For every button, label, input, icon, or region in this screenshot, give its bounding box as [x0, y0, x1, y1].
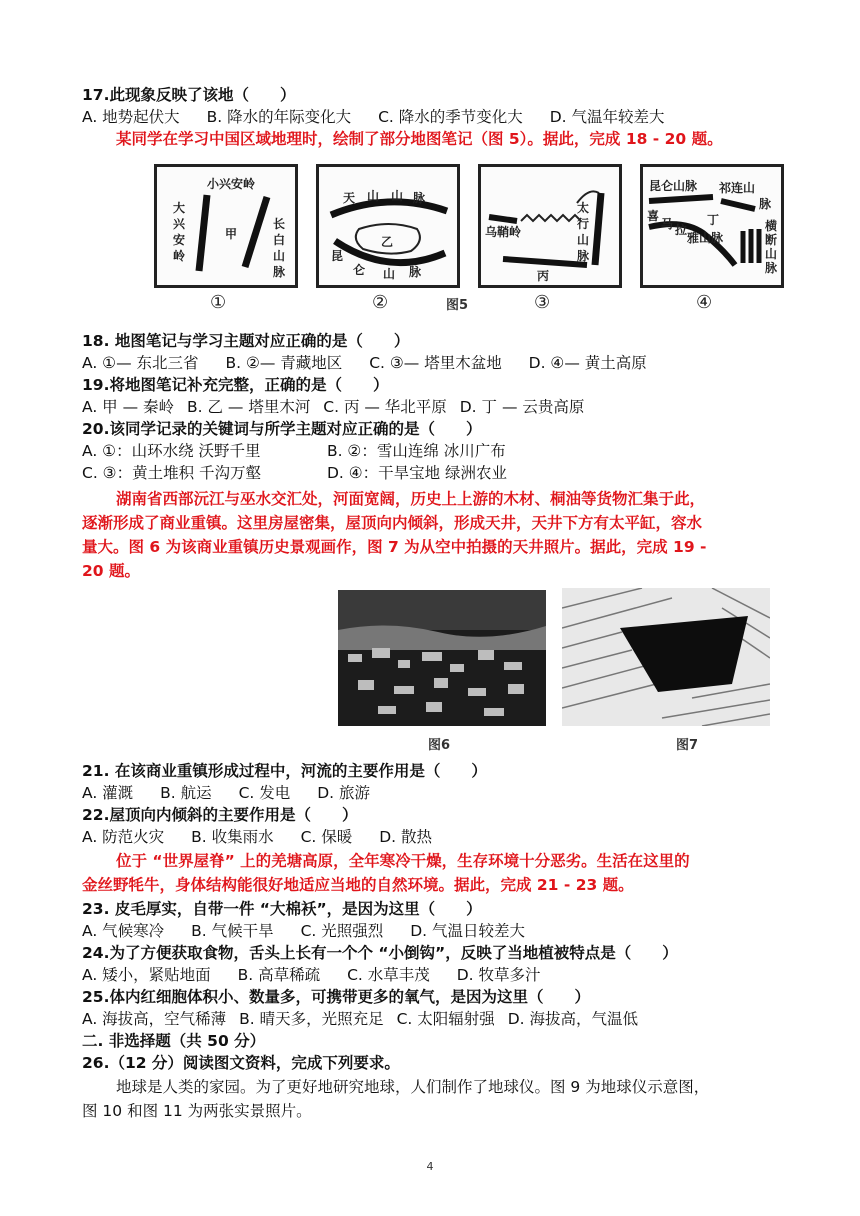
q26-text-line-1: 地球是人类的家园。为了更好地研究地球，人们制作了地球仪。图 9 为地球仪示意图， [116, 1078, 710, 1096]
label-taihang-2: 行 [577, 217, 590, 231]
panel-4-number: ④ [696, 292, 713, 313]
q19-option-b: B. 乙 — 塔里木河 [186, 398, 311, 416]
label-hengduan-4: 脉 [765, 261, 778, 275]
intro-21-line-2: 逐渐形成了商业重镇。这里房屋密集，屋顶向内倾斜，形成天井，天井下方有太平缸，容水 [82, 514, 703, 532]
q24-option-a: A. 矮小，紧贴地面 [82, 966, 211, 984]
map-panel-2 [316, 164, 460, 288]
q19-options [82, 396, 606, 418]
q23-option-b: B. 气候干旱 [191, 922, 274, 940]
figure-5-caption: 图5 [446, 298, 469, 313]
map-panel-4 [640, 164, 784, 288]
label-hengduan-3: 山 [765, 247, 778, 261]
q17-option-a: A. 地势起伏大 [82, 108, 180, 126]
label-changbai-1: 长 [273, 217, 286, 231]
label-daxinganling-2: 兴 [173, 217, 186, 231]
q25-options [82, 1008, 660, 1030]
map-panel-3 [478, 164, 622, 288]
label-qilian: 祁连山 [719, 181, 756, 195]
label-tianshan-4: 脉 [413, 191, 426, 205]
q22-option-b: B. 收集雨水 [191, 828, 274, 846]
label-yi: 乙 [381, 235, 394, 249]
q20-options-row2 [82, 462, 529, 484]
label-xiaoxinganling: 小兴安岭 [207, 177, 256, 191]
q18-option-c: C. ③— 塔里木盆地 [369, 354, 502, 372]
figure-5 [150, 160, 790, 320]
q21-option-a: A. 灌溉 [82, 784, 134, 802]
label-kunlun: 昆仑山脉 [649, 179, 698, 193]
q26-stem: 26.（12 分）阅读图文资料，完成下列要求。 [82, 1054, 400, 1072]
label-changbai-4: 脉 [273, 265, 286, 279]
panel-2-number: ② [372, 292, 389, 313]
q25-option-a: A. 海拔高，空气稀薄 [82, 1010, 227, 1028]
q24-option-d: D. 牧草多汁 [456, 966, 541, 984]
label-daxinganling-4: 岭 [173, 249, 186, 263]
q23-option-d: D. 气温日较差大 [410, 922, 525, 940]
intro-23-line-2: 金丝野牦牛，身体结构能很好地适应当地的自然环境。据此，完成 21 - 23 题。 [82, 876, 634, 894]
q17-options [82, 106, 686, 128]
label-taihang-4: 脉 [577, 249, 590, 263]
label-kunlun-2: 仑 [353, 263, 366, 277]
intro-18-20: 某同学在学习中国区域地理时，绘制了部分地图笔记（图 5）。据此，完成 18 - 20 题。 [116, 130, 723, 148]
q25-option-c: C. 太阳辐射强 [396, 1010, 495, 1028]
q20-option-a: A. ①：山环水绕 沃野千里 [82, 442, 261, 460]
label-wushaoling: 乌鞘岭 [485, 225, 522, 239]
label-tianshan-3: 山 [391, 189, 404, 203]
label-jia: 甲 [225, 227, 238, 241]
q21-stem: 21. 在该商业重镇形成过程中，河流的主要作用是（ ） [82, 762, 487, 780]
label-changbai-2: 白 [273, 233, 286, 247]
q20-option-c: C. ③：黄土堆积 千沟万壑 [82, 464, 261, 482]
intro-21-line-4: 20 题。 [82, 562, 140, 580]
q22-option-d: D. 散热 [379, 828, 432, 846]
q18-option-b: B. ②— 青藏地区 [225, 354, 343, 372]
section-2-heading: 二. 非选择题（共 50 分） [82, 1032, 266, 1050]
q25-option-d: D. 海拔高，气温低 [507, 1010, 638, 1028]
q17-option-c: C. 降水的季节变化大 [378, 108, 523, 126]
figure-6-caption: 图6 [428, 738, 451, 753]
q20-stem: 20.该同学记录的关键词与所学主题对应正确的是（ ） [82, 420, 482, 438]
q23-stem: 23. 皮毛厚实，自带一件 “大棉袄”，是因为这里（ ） [82, 900, 482, 918]
q22-option-c: C. 保暖 [300, 828, 353, 846]
label-taihang-3: 山 [577, 233, 590, 247]
label-hengduan-1: 横 [765, 219, 778, 233]
q21-option-d: D. 旅游 [317, 784, 370, 802]
q21-option-c: C. 发电 [238, 784, 291, 802]
label-tianshan-2: 山 [367, 189, 380, 203]
q24-option-b: B. 高草稀疏 [237, 966, 321, 984]
label-ximalaya-2: 马 [661, 217, 674, 231]
label-taihang-1: 太 [577, 201, 590, 215]
label-ximalaya-4: 雅山脉 [687, 231, 724, 245]
label-bing: 丙 [537, 269, 550, 283]
q18-options [82, 352, 669, 374]
q17-stem: 17.此现象反映了该地（ ） [82, 86, 296, 104]
q22-options [82, 826, 454, 848]
q19-option-c: C. 丙 — 华北平原 [323, 398, 447, 416]
q18-stem: 18. 地图笔记与学习主题对应正确的是（ ） [82, 332, 410, 350]
q21-options [82, 782, 392, 804]
q18-option-d: D. ④— 黄土高原 [528, 354, 647, 372]
q24-options [82, 964, 562, 986]
intro-21-line-3: 量大。图 6 为该商业重镇历史景观画作，图 7 为从空中拍摄的天井照片。据此，完成 19 - [82, 538, 707, 556]
panel-3-number: ③ [534, 292, 551, 313]
q23-option-c: C. 光照强烈 [300, 922, 384, 940]
q17-option-b: B. 降水的年际变化大 [206, 108, 352, 126]
label-kunlun-1: 昆 [331, 249, 344, 263]
label-kunlun-4: 脉 [409, 265, 422, 279]
figure-7-photo [562, 588, 770, 726]
label-changbai-3: 山 [273, 249, 286, 263]
intro-21-line-1: 湖南省西部沅江与巫水交汇处，河面宽阔，历史上上游的木材、桐油等货物汇集于此， [116, 490, 706, 508]
page-number: 4 [426, 1160, 434, 1173]
label-tianshan-1: 天 [343, 191, 356, 205]
q17-option-d: D. 气温年较差大 [549, 108, 665, 126]
label-ximalaya-1: 喜 [647, 209, 660, 223]
figure-6-painting [338, 590, 546, 726]
q19-stem: 19.将地图笔记补充完整，正确的是（ ） [82, 376, 389, 394]
map-panel-1 [154, 164, 298, 288]
label-ximalaya-3: 拉 [675, 223, 688, 237]
intro-23-line-1: 位于 “世界屋脊” 上的羌塘高原，全年寒冷干燥，生存环境十分恶劣。生活在这里的 [116, 852, 690, 870]
q20-option-b: B. ②：雪山连绵 冰川广布 [326, 442, 506, 460]
label-kunlun-3: 山 [383, 267, 396, 281]
q19-option-a: A. 甲 — 秦岭 [82, 398, 175, 416]
panel-1-number: ① [210, 292, 227, 313]
q18-option-a: A. ①— 东北三省 [82, 354, 199, 372]
q20-option-d: D. ④：干旱宝地 绿洲农业 [326, 464, 508, 482]
q20-options-row1 [82, 440, 528, 462]
q23-option-a: A. 气候寒冷 [82, 922, 165, 940]
q24-option-c: C. 水草丰茂 [347, 966, 430, 984]
q26-text-line-2: 图 10 和图 11 为两张实景照片。 [82, 1102, 312, 1120]
label-daxinganling-3: 安 [173, 233, 186, 247]
label-daxinganling-1: 大 [173, 201, 186, 215]
q22-option-a: A. 防范火灾 [82, 828, 165, 846]
q24-stem: 24.为了方便获取食物，舌头上长有一个个 “小倒钩”，反映了当地植被特点是（ ） [82, 944, 678, 962]
q25-option-b: B. 晴天多，光照充足 [239, 1010, 384, 1028]
q21-option-b: B. 航运 [160, 784, 212, 802]
label-hengduan-2: 断 [765, 233, 778, 247]
q19-option-d: D. 丁 — 云贵高原 [459, 398, 585, 416]
q23-options [82, 920, 547, 942]
label-qilian-mai: 脉 [759, 197, 772, 211]
q25-stem: 25.体内红细胞体积小、数量多，可携带更多的氧气，是因为这里（ ） [82, 988, 590, 1006]
q22-stem: 22.屋顶向内倾斜的主要作用是（ ） [82, 806, 358, 824]
label-ding: 丁 [707, 213, 720, 227]
figure-7-caption: 图7 [676, 738, 699, 753]
